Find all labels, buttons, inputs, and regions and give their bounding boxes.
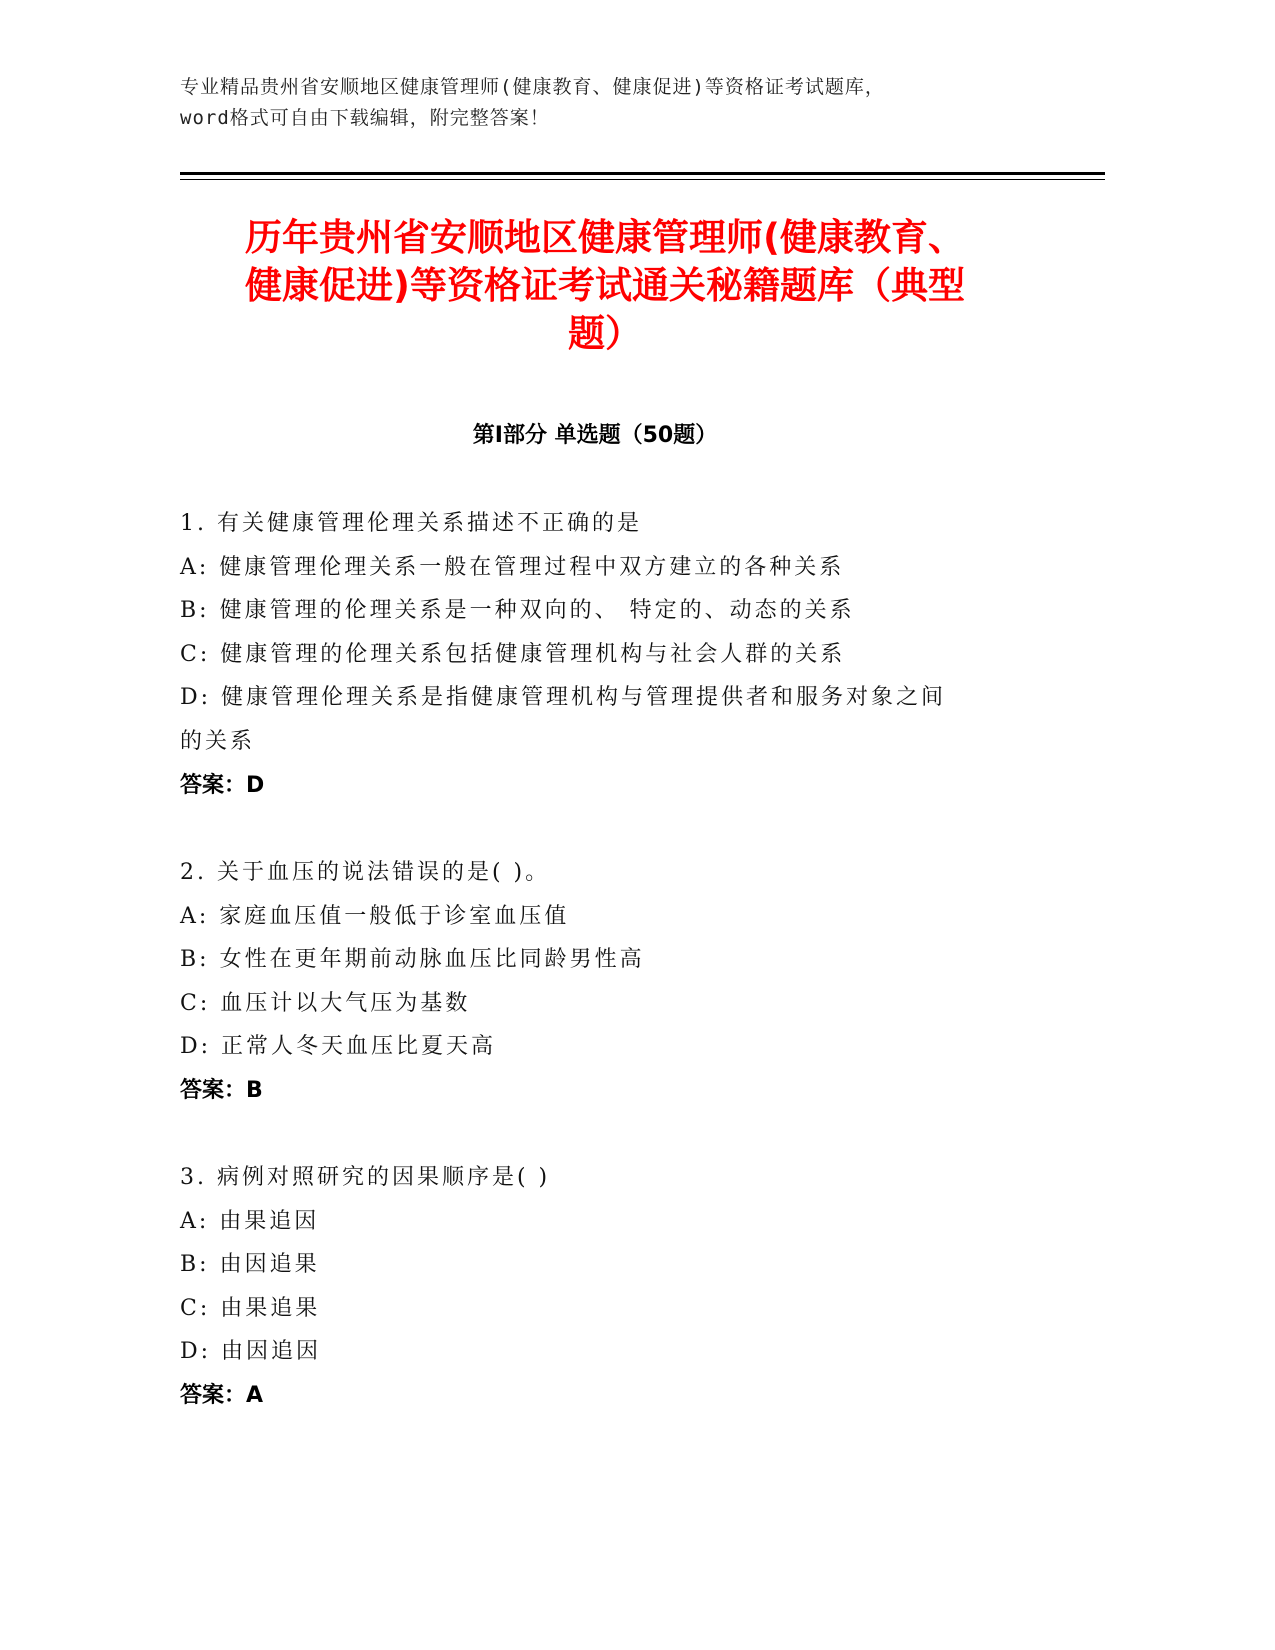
option-b: B: 健康管理的伦理关系是一种双向的、 特定的、动态的关系 (180, 598, 855, 624)
answer-label: 答案：B (180, 1077, 263, 1103)
option-a: A: 家庭血压值一般低于诊室血压值 (180, 903, 570, 929)
question-1 (180, 502, 1060, 807)
header-note-line-1: 专业精品贵州省安顺地区健康管理师(健康教育、健康促进)等资格证考试题库， (180, 76, 885, 98)
option-d: D: 正常人冬天血压比夏天高 (180, 1034, 497, 1060)
document-title-line-1: 历年贵州省安顺地区健康管理师(健康教育、 (245, 216, 965, 259)
option-c: C: 血压计以大气压为基数 (180, 990, 471, 1016)
option-d-continued: 的关系 (180, 728, 256, 754)
question-stem: 1. 有关健康管理伦理关系描述不正确的是 (180, 511, 642, 536)
question-stem: 2. 关于血压的说法错误的是( )。 (180, 860, 551, 885)
question-stem: 3. 病例对照研究的因果顺序是( ) (180, 1165, 551, 1190)
answer-label: 答案：A (180, 1382, 264, 1408)
header-note (180, 72, 1060, 134)
option-d: D: 由因追因 (180, 1339, 322, 1365)
section-title: 第Ⅰ部分 单选题（50题） (472, 423, 718, 448)
document-title (165, 214, 1045, 358)
option-b: B: 由因追果 (180, 1252, 320, 1278)
option-b: B: 女性在更年期前动脉血压比同龄男性高 (180, 947, 645, 973)
answer-label: 答案：D (180, 772, 265, 798)
header-note-line-2: word格式可自由下载编辑，附完整答案！ (180, 107, 550, 129)
option-a: A: 由果追因 (180, 1208, 320, 1234)
option-d: D: 健康管理伦理关系是指健康管理机构与管理提供者和服务对象之间 (180, 685, 947, 711)
header-divider-thick (180, 172, 1105, 175)
question-2 (180, 851, 1060, 1113)
question-3 (180, 1156, 1060, 1418)
header-divider-thin (180, 179, 1105, 180)
option-c: C: 健康管理的伦理关系包括健康管理机构与社会人群的关系 (180, 641, 846, 667)
document-title-line-2: 健康促进)等资格证考试通关秘籍题库（典型 (245, 264, 965, 307)
option-a: A: 健康管理伦理关系一般在管理过程中双方建立的各种关系 (180, 554, 845, 580)
document-title-line-3: 题） (568, 312, 642, 355)
option-c: C: 由果追果 (180, 1295, 321, 1321)
